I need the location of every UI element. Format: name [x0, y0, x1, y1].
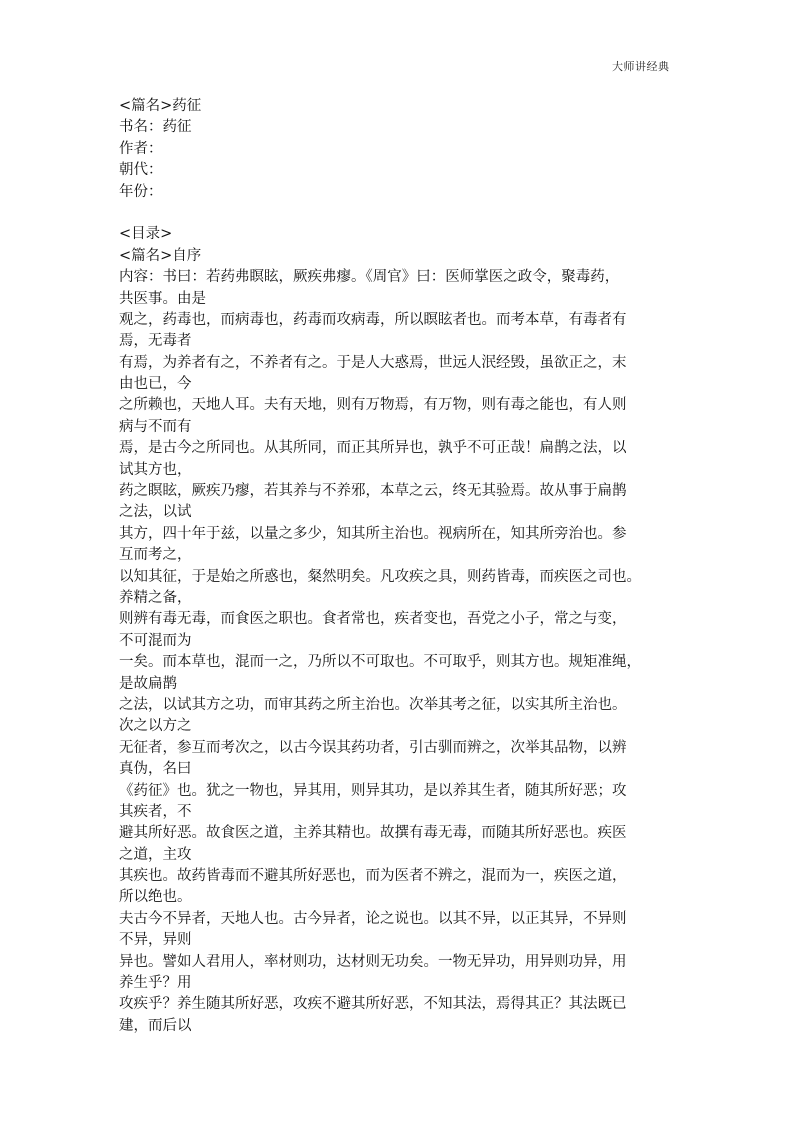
text-line: 之道，主攻 [119, 846, 192, 863]
text-line: 次之以方之 [119, 718, 192, 735]
text-line: 其疾也。故药皆毒而不避其所好恶也，而为医者不辨之，混而为一，疾医之道， [119, 868, 627, 885]
text-line: 养生乎？用 [119, 975, 192, 992]
spacer [119, 203, 679, 224]
document-body [119, 96, 679, 1037]
chapter-tag: <篇名>药征 [119, 98, 202, 114]
text-line: 内容：书曰：若药弗瞑眩，厥疾弗瘳。《周官》曰：医师掌医之政令，聚毒药， [119, 269, 620, 286]
text-line: 不可混而为 [119, 632, 192, 649]
year-field: 年份： [119, 183, 163, 200]
text-line: 一矣。而本草也，混而一之，乃所以不可取也。不可取乎，则其方也。规矩准绳， [119, 654, 641, 671]
text-line: 攻疾乎？养生随其所好恶，攻疾不避其所好恶，不知其法，焉得其正？其法既已 [119, 996, 627, 1013]
text-line: 由也已，今 [119, 376, 192, 393]
text-line: 药之瞑眩，厥疾乃瘳，若其养与不养邪，本草之云，终无其验焉。故从事于扁鹊 [119, 483, 627, 500]
text-line: 是故扁鹊 [119, 675, 177, 692]
preface-text [119, 267, 679, 1037]
text-line: 以知其征，于是始之所惑也，粲然明矣。凡攻疾之具，则药皆毒，而疾医之司也。 [119, 568, 641, 585]
text-line: 《药征》也。犹之一物也，异其用，则异其功，是以养其生者，随其所好恶；攻 [119, 782, 627, 799]
author-field: 作者： [119, 140, 163, 157]
text-line: 焉，无毒者 [119, 333, 192, 350]
text-line: 试其方也， [119, 461, 192, 478]
text-line: 共医事。由是 [119, 290, 206, 307]
text-line: 焉，是古今之所同也。从其所同，而正其所异也，孰乎不可正哉！扁鹊之法，以 [119, 440, 627, 457]
toc-tag: <目录> [119, 226, 173, 243]
text-line: 互而考之， [119, 547, 192, 564]
running-header: 大师讲经典 [612, 60, 670, 73]
text-line: 有焉，为养者有之，不养者有之。于是人大惑焉，世远人泯经毁，虽欲正之，末 [119, 354, 627, 371]
text-line: 则辨有毒无毒，而食医之职也。食者常也，疾者变也，吾党之小子，常之与变， [119, 611, 627, 628]
text-line: 之法，以试其方之功，而审其药之所主治也。次举其考之征，以实其所主治也。 [119, 696, 627, 713]
text-line: 真伪，名曰 [119, 761, 192, 778]
text-line: 无征者，参互而考次之，以古今误其药功者，引古驯而辨之，次举其品物，以辨 [119, 739, 627, 756]
text-line: 其疾者，不 [119, 803, 192, 820]
text-line: 建，而后以 [119, 1017, 192, 1034]
book-name: 书名：药征 [119, 119, 192, 136]
dynasty-field: 朝代： [119, 162, 163, 179]
text-line: 夫古今不异者，天地人也。古今异者，论之说也。以其不异，以正其异，不异则 [119, 910, 627, 927]
text-line: 病与不而有 [119, 418, 192, 435]
text-line: 所以绝也。 [119, 889, 192, 906]
text-line: 观之，药毒也，而病毒也，药毒而攻病毒，所以瞑眩者也。而考本草，有毒者有 [119, 311, 627, 328]
text-line: 避其所好恶。故食医之道，主养其精也。故撰有毒无毒，而随其所好恶也。疾医 [119, 825, 627, 842]
text-line: 其方，四十年于兹，以量之多少，知其所主治也。视病所在，知其所旁治也。参 [119, 525, 627, 542]
text-line: 之法，以试 [119, 504, 192, 521]
section-tag: <篇名>自序 [119, 247, 202, 264]
text-line: 异也。譬如人君用人，率材则功，达材则无功矣。一物无异功，用异则功异，用 [119, 953, 627, 970]
text-line: 不异，异则 [119, 932, 192, 949]
text-line: 养精之备， [119, 589, 192, 606]
text-line: 之所赖也，天地人耳。夫有天地，则有万物焉，有万物，则有毒之能也，有人则 [119, 397, 627, 414]
